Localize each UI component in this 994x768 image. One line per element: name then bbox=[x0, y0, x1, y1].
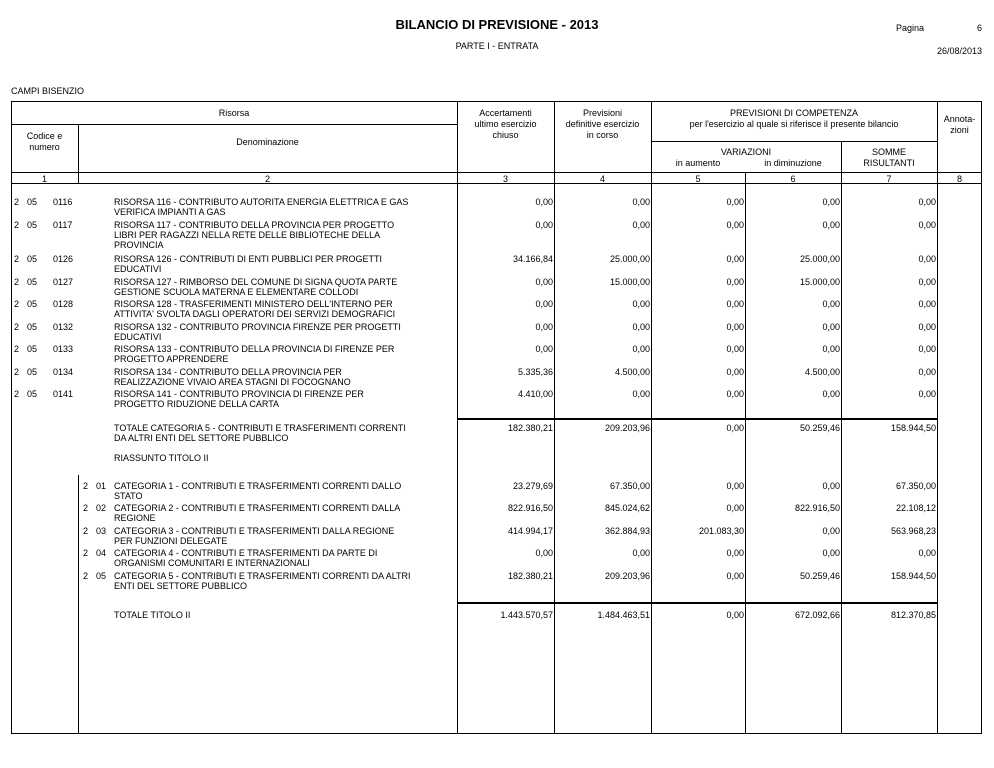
value-cell: 201.083,30 bbox=[698, 526, 744, 536]
totale-titolo-label: TOTALE TITOLO II bbox=[114, 610, 191, 620]
row-description: RISORSA 134 - CONTRIBUTO DELLA PROVINCIA PER bbox=[114, 367, 342, 377]
value-cell: 5.335,36 bbox=[517, 367, 553, 377]
value-cell: 0,00 bbox=[535, 277, 553, 287]
value-cell: 0,00 bbox=[726, 299, 744, 309]
row-code-categoria: 05 bbox=[27, 277, 38, 287]
value-cell: 0,00 bbox=[822, 322, 840, 332]
riassunto-label: RIASSUNTO TITOLO II bbox=[114, 453, 209, 463]
value-cell: 845.024,62 bbox=[604, 503, 650, 513]
row-code-titolo: 2 bbox=[14, 220, 20, 230]
value-cell: 822.916,50 bbox=[507, 503, 553, 513]
categoria-description: ENTI DEL SETTORE PUBBLICO bbox=[114, 581, 248, 591]
row-code-risorsa: 0141 bbox=[53, 389, 74, 399]
value-cell: 0,00 bbox=[726, 423, 744, 433]
col-number-8: 8 bbox=[956, 174, 962, 184]
value-cell: 0,00 bbox=[535, 548, 553, 558]
categoria-description: CATEGORIA 5 - CONTRIBUTI E TRASFERIMENTI CORRENTI DA ALTRI bbox=[114, 571, 411, 581]
row-code-titolo: 2 bbox=[14, 254, 20, 264]
categoria-code-titolo: 2 bbox=[83, 526, 89, 536]
page-number: 6 bbox=[976, 23, 982, 33]
value-cell: 0,00 bbox=[822, 481, 840, 491]
row-description: PROGETTO APPRENDERE bbox=[114, 354, 229, 364]
value-cell: 22.108,12 bbox=[895, 503, 936, 513]
value-cell: 0,00 bbox=[918, 548, 936, 558]
value-cell: 0,00 bbox=[632, 344, 650, 354]
value-cell: 0,00 bbox=[632, 389, 650, 399]
value-cell: 0,00 bbox=[726, 389, 744, 399]
header-codice-1: Codice e bbox=[26, 131, 63, 141]
row-code-titolo: 2 bbox=[14, 299, 20, 309]
value-cell: 34.166,84 bbox=[512, 254, 553, 264]
value-cell: 0,00 bbox=[918, 389, 936, 399]
categoria-description: CATEGORIA 4 - CONTRIBUTI E TRASFERIMENTI DA PARTE DI bbox=[114, 548, 378, 558]
row-code-categoria: 05 bbox=[27, 389, 38, 399]
page-label: Pagina bbox=[896, 23, 925, 33]
categoria-code-numero: 02 bbox=[96, 503, 107, 513]
value-cell: 0,00 bbox=[822, 344, 840, 354]
value-cell: 1.484.463,51 bbox=[597, 610, 650, 620]
value-cell: 0,00 bbox=[918, 344, 936, 354]
header-previsioni-1: Previsioni bbox=[582, 108, 622, 118]
value-cell: 0,00 bbox=[822, 220, 840, 230]
row-description: VERIFICA IMPIANTI A GAS bbox=[114, 207, 226, 217]
value-cell: 0,00 bbox=[632, 197, 650, 207]
row-code-titolo: 2 bbox=[14, 197, 20, 207]
value-cell: 0,00 bbox=[822, 197, 840, 207]
row-description: GESTIONE SCUOLA MATERNA E ELEMENTARE COLLODI bbox=[114, 287, 359, 297]
row-code-categoria: 05 bbox=[27, 322, 38, 332]
value-cell: 0,00 bbox=[726, 322, 744, 332]
row-code-titolo: 2 bbox=[14, 277, 20, 287]
row-code-risorsa: 0132 bbox=[53, 322, 74, 332]
categoria-code-titolo: 2 bbox=[83, 503, 89, 513]
value-cell: 0,00 bbox=[726, 197, 744, 207]
categoria-description: CATEGORIA 2 - CONTRIBUTI E TRASFERIMENTI CORRENTI DALLA bbox=[114, 503, 401, 513]
value-cell: 0,00 bbox=[918, 197, 936, 207]
value-cell: 0,00 bbox=[918, 367, 936, 377]
header-previsioni-2: definitive esercizio bbox=[565, 119, 640, 129]
header-denominazione: Denominazione bbox=[236, 137, 299, 147]
row-description: PROVINCIA bbox=[114, 240, 164, 250]
row-description: RISORSA 116 - CONTRIBUTO AUTORITA ENERGIA ELETTRICA E GAS bbox=[114, 197, 409, 207]
value-cell: 0,00 bbox=[918, 322, 936, 332]
row-code-titolo: 2 bbox=[14, 344, 20, 354]
header-in-diminuzione: in diminuzione bbox=[764, 158, 822, 168]
header-accertamenti-1: Accertamenti bbox=[479, 108, 532, 118]
value-cell: 0,00 bbox=[726, 220, 744, 230]
value-cell: 0,00 bbox=[822, 548, 840, 558]
header-accertamenti-3: chiuso bbox=[492, 130, 519, 140]
row-code-categoria: 05 bbox=[27, 254, 38, 264]
header-competenza-2: per l'esercizio al quale si riferisce il presente bilancio bbox=[689, 119, 899, 129]
header-accertamenti-2: ultimo esercizio bbox=[474, 119, 537, 129]
value-cell: 209.203,96 bbox=[604, 571, 650, 581]
value-cell: 4.500,00 bbox=[804, 367, 840, 377]
value-cell: 362.884,93 bbox=[604, 526, 650, 536]
value-cell: 15.000,00 bbox=[799, 277, 840, 287]
value-cell: 0,00 bbox=[726, 367, 744, 377]
categoria-code-titolo: 2 bbox=[83, 481, 89, 491]
col-number-4: 4 bbox=[599, 174, 605, 184]
categoria-description: CATEGORIA 1 - CONTRIBUTI E TRASFERIMENTI CORRENTI DALLO bbox=[114, 481, 402, 491]
header-annotazioni-2: zioni bbox=[950, 125, 969, 135]
value-cell: 0,00 bbox=[535, 299, 553, 309]
row-code-risorsa: 0133 bbox=[53, 344, 74, 354]
row-code-titolo: 2 bbox=[14, 322, 20, 332]
print-date: 26/08/2013 bbox=[936, 46, 982, 56]
categoria-description: ORGANISMI COMUNITARI E INTERNAZIONALI bbox=[114, 558, 310, 568]
col-number-6: 6 bbox=[790, 174, 796, 184]
categoria-code-titolo: 2 bbox=[83, 548, 89, 558]
page-subtitle: PARTE I - ENTRATA bbox=[455, 41, 539, 51]
row-description: RISORSA 141 - CONTRIBUTO PROVINCIA DI FIRENZE PER bbox=[114, 389, 364, 399]
value-cell: 182.380,21 bbox=[507, 571, 553, 581]
value-cell: 0,00 bbox=[535, 344, 553, 354]
header-somme-2: RISULTANTI bbox=[863, 158, 915, 168]
row-code-risorsa: 0126 bbox=[53, 254, 74, 264]
value-cell: 25.000,00 bbox=[799, 254, 840, 264]
row-description: RISORSA 133 - CONTRIBUTO DELLA PROVINCIA DI FIRENZE PER bbox=[114, 344, 395, 354]
categoria-code-numero: 04 bbox=[96, 548, 107, 558]
value-cell: 563.968,23 bbox=[890, 526, 936, 536]
value-cell: 0,00 bbox=[822, 389, 840, 399]
col-number-7: 7 bbox=[886, 174, 892, 184]
row-code-risorsa: 0127 bbox=[53, 277, 74, 287]
row-description: EDUCATIVI bbox=[114, 264, 162, 274]
value-cell: 0,00 bbox=[632, 322, 650, 332]
value-cell: 0,00 bbox=[632, 548, 650, 558]
row-description: RISORSA 128 - TRASFERIMENTI MINISTERO DELL'INTERNO PER bbox=[114, 299, 393, 309]
row-description: LIBRI PER RAGAZZI NELLA RETE DELLE BIBLIOTECHE DELLA bbox=[114, 230, 381, 240]
value-cell: 0,00 bbox=[726, 571, 744, 581]
col-number-3: 3 bbox=[502, 174, 508, 184]
header-annotazioni-1: Annota- bbox=[943, 114, 976, 124]
value-cell: 0,00 bbox=[726, 344, 744, 354]
value-cell: 812.370,85 bbox=[890, 610, 936, 620]
row-code-categoria: 05 bbox=[27, 367, 38, 377]
categoria-code-titolo: 2 bbox=[83, 571, 89, 581]
categoria-code-numero: 03 bbox=[96, 526, 107, 536]
row-description: PROGETTO RIDUZIONE DELLA CARTA bbox=[114, 399, 280, 409]
value-cell: 182.380,21 bbox=[507, 423, 553, 433]
value-cell: 50.259,46 bbox=[799, 423, 840, 433]
col-number-2: 2 bbox=[264, 174, 270, 184]
value-cell: 25.000,00 bbox=[609, 254, 650, 264]
row-description: EDUCATIVI bbox=[114, 332, 162, 342]
row-description: RISORSA 127 - RIMBORSO DEL COMUNE DI SIGNA QUOTA PARTE bbox=[114, 277, 398, 287]
page-title: BILANCIO DI PREVISIONE - 2013 bbox=[395, 17, 599, 32]
value-cell: 0,00 bbox=[632, 220, 650, 230]
value-cell: 67.350,00 bbox=[609, 481, 650, 491]
value-cell: 0,00 bbox=[535, 220, 553, 230]
value-cell: 67.350,00 bbox=[895, 481, 936, 491]
row-description: RISORSA 126 - CONTRIBUTI DI ENTI PUBBLICI PER PROGETTI bbox=[114, 254, 383, 264]
value-cell: 209.203,96 bbox=[604, 423, 650, 433]
value-cell: 822.916,50 bbox=[794, 503, 840, 513]
row-code-categoria: 05 bbox=[27, 299, 38, 309]
row-code-categoria: 05 bbox=[27, 197, 38, 207]
value-cell: 0,00 bbox=[726, 481, 744, 491]
header-in-aumento: in aumento bbox=[675, 158, 721, 168]
value-cell: 0,00 bbox=[726, 277, 744, 287]
row-description: ATTIVITA' SVOLTA DAGLI OPERATORI DEI SERVIZI DEMOGRAFICI bbox=[114, 309, 396, 319]
value-cell: 0,00 bbox=[726, 503, 744, 513]
value-cell: 672.092,66 bbox=[794, 610, 840, 620]
row-description: RISORSA 132 - CONTRIBUTO PROVINCIA FIRENZE PER PROGETTI bbox=[114, 322, 401, 332]
value-cell: 414.994,17 bbox=[507, 526, 553, 536]
row-code-risorsa: 0134 bbox=[53, 367, 74, 377]
value-cell: 0,00 bbox=[918, 220, 936, 230]
row-code-titolo: 2 bbox=[14, 367, 20, 377]
value-cell: 0,00 bbox=[632, 299, 650, 309]
categoria-code-numero: 01 bbox=[96, 481, 107, 491]
value-cell: 4.410,00 bbox=[517, 389, 553, 399]
categoria-code-numero: 05 bbox=[96, 571, 107, 581]
value-cell: 0,00 bbox=[918, 277, 936, 287]
categoria-description: REGIONE bbox=[114, 513, 156, 523]
value-cell: 4.500,00 bbox=[614, 367, 650, 377]
header-competenza-1: PREVISIONI DI COMPETENZA bbox=[729, 108, 859, 118]
totale-categoria-label: DA ALTRI ENTI DEL SETTORE PUBBLICO bbox=[114, 433, 289, 443]
row-description: RISORSA 117 - CONTRIBUTO DELLA PROVINCIA PER PROGETTO bbox=[114, 220, 395, 230]
header-codice-2: numero bbox=[29, 142, 60, 152]
value-cell: 0,00 bbox=[535, 322, 553, 332]
totale-categoria-label: TOTALE CATEGORIA 5 - CONTRIBUTI E TRASFERIMENTI CORRENTI bbox=[114, 423, 406, 433]
row-description: REALIZZAZIONE VIVAIO AREA STAGNI DI FOCOGNANO bbox=[114, 377, 351, 387]
header-previsioni-3: in corso bbox=[586, 130, 619, 140]
value-cell: 0,00 bbox=[726, 548, 744, 558]
value-cell: 0,00 bbox=[726, 254, 744, 264]
row-code-risorsa: 0128 bbox=[53, 299, 74, 309]
value-cell: 0,00 bbox=[535, 197, 553, 207]
value-cell: 0,00 bbox=[822, 526, 840, 536]
row-code-categoria: 05 bbox=[27, 344, 38, 354]
header-risorsa: Risorsa bbox=[218, 108, 250, 118]
value-cell: 0,00 bbox=[822, 299, 840, 309]
value-cell: 23.279,69 bbox=[512, 481, 553, 491]
value-cell: 158.944,50 bbox=[890, 423, 936, 433]
entity-name: CAMPI BISENZIO bbox=[11, 86, 85, 96]
col-number-1: 1 bbox=[41, 174, 47, 184]
row-code-risorsa: 0116 bbox=[53, 197, 73, 207]
value-cell: 1.443.570,57 bbox=[500, 610, 553, 620]
value-cell: 50.259,46 bbox=[799, 571, 840, 581]
row-code-categoria: 05 bbox=[27, 220, 38, 230]
value-cell: 0,00 bbox=[918, 254, 936, 264]
header-variazioni: VARIAZIONI bbox=[720, 147, 772, 157]
row-code-risorsa: 0117 bbox=[53, 220, 73, 230]
categoria-description: PER FUNZIONI DELEGATE bbox=[114, 536, 228, 546]
row-code-titolo: 2 bbox=[14, 389, 20, 399]
col-number-5: 5 bbox=[695, 174, 701, 184]
categoria-description: CATEGORIA 3 - CONTRIBUTI E TRASFERIMENTI DALLA REGIONE bbox=[114, 526, 395, 536]
header-somme-1: SOMME bbox=[871, 147, 906, 157]
value-cell: 158.944,50 bbox=[890, 571, 936, 581]
value-cell: 15.000,00 bbox=[609, 277, 650, 287]
value-cell: 0,00 bbox=[918, 299, 936, 309]
value-cell: 0,00 bbox=[726, 610, 744, 620]
categoria-description: STATO bbox=[114, 491, 143, 501]
